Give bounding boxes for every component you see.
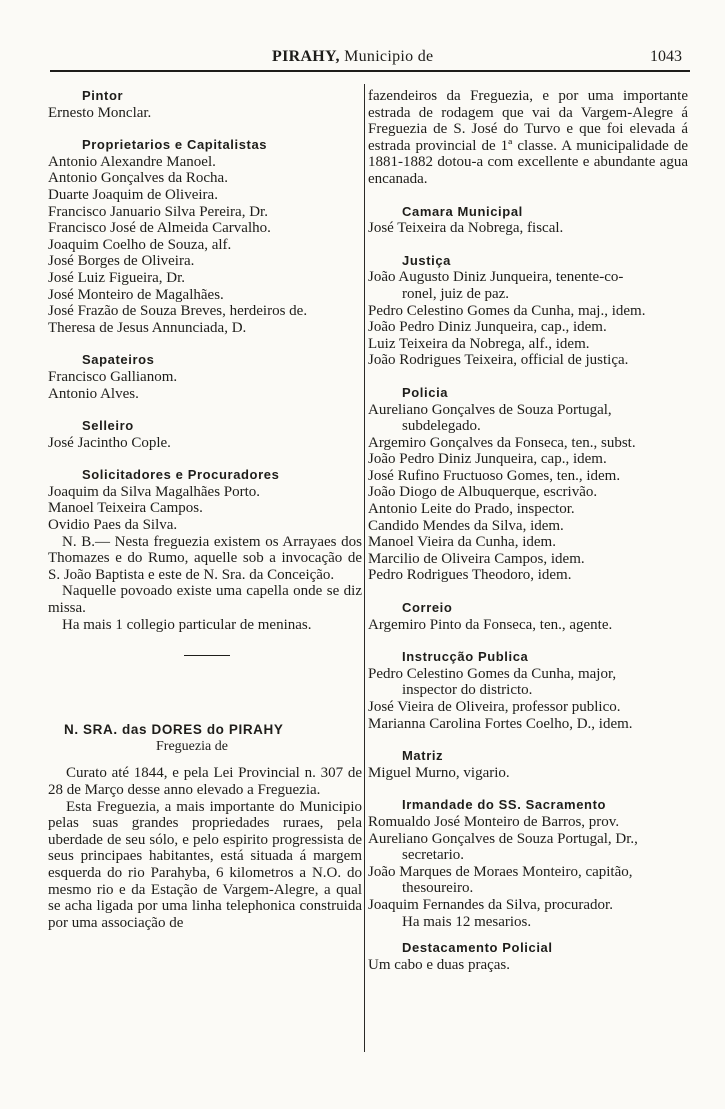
- body-paragraph: Curato até 1844, e pela Lei Provincial n. 307 de 28 de Março desse anno elevado a Freguezia.: [48, 765, 362, 798]
- note-paragraph: Ha mais 1 collegio particular de meninas.: [62, 616, 312, 633]
- section-heading-justica: Justiça: [402, 252, 452, 268]
- entry-line: Antonio Gonçalves da Rocha.: [48, 170, 228, 187]
- entry-line: Romualdo José Monteiro de Barros, prov.: [368, 813, 620, 830]
- entry-line: Candido Mendes da Silva, idem.: [368, 517, 564, 534]
- entry-line: Joaquim Coelho de Souza, alf.: [48, 236, 232, 253]
- entry-continuation: ronel, juiz de paz.: [402, 285, 510, 302]
- entry-line: José Rufino Fructuoso Gomes, ten., idem.: [368, 467, 621, 484]
- entry-line: Francisco Januario Silva Pereira, Dr.: [48, 203, 268, 220]
- entry-line: Argemiro Pinto da Fonseca, ten., agente.: [368, 616, 613, 633]
- entry-line: João Diogo de Albuquerque, escrivão.: [368, 484, 598, 501]
- section-heading-sapateiros: Sapateiros: [82, 352, 155, 368]
- section-heading-solicitadores: Solicitadores e Procuradores: [82, 467, 280, 483]
- entry-continuation: inspector do districto.: [402, 682, 533, 699]
- entry-line: João Rodrigues Teixeira, official de justiça.: [368, 352, 629, 369]
- entry-line: José Jacintho Cople.: [48, 434, 171, 451]
- entry-line: Pedro Rodrigues Theodoro, idem.: [368, 567, 572, 584]
- section-heading-instrucao: Instrucção Publica: [402, 649, 529, 665]
- running-title: PIRAHY, Municipio de: [272, 48, 434, 65]
- page-header: [50, 46, 690, 72]
- entry-line: José Vieira de Oliveira, professor publico.: [368, 699, 621, 715]
- section-heading-matriz: Matriz: [402, 748, 444, 764]
- entry-line: Marianna Carolina Fortes Coelho, D., idem.: [368, 715, 633, 732]
- entry-line: Miguel Murno, vigario.: [368, 764, 510, 781]
- section-heading-irmandade: Irmandade do SS. Sacramento: [402, 797, 607, 813]
- entry-line: Duarte Joaquim de Oliveira.: [48, 186, 218, 203]
- section-heading-destacamento: Destacamento Policial: [402, 940, 553, 956]
- section-heading-proprietarios: Proprietarios e Capitalistas: [82, 137, 268, 153]
- entry-line: Francisco José de Almeida Carvalho.: [48, 220, 271, 237]
- entry-line: José Luiz Figueira, Dr.: [48, 269, 186, 286]
- section-heading-pintor: Pintor: [82, 88, 124, 103]
- entry-continuation: secretario.: [402, 847, 465, 864]
- entry-line: Aureliano Gonçalves de Souza Portugal,: [368, 401, 612, 418]
- right-column: [368, 88, 688, 973]
- entry-line: Marcilio de Oliveira Campos, idem.: [368, 550, 585, 567]
- left-column: [48, 88, 362, 931]
- entry-line: Manoel Vieira da Cunha, idem.: [368, 534, 556, 551]
- page-number: 1043: [650, 48, 682, 65]
- entry-line: Antonio Alves.: [48, 385, 139, 402]
- entry-continuation: thesoureiro.: [402, 880, 474, 897]
- entry-line: João Pedro Diniz Junqueira, cap., idem.: [368, 451, 607, 468]
- entry-line: Ernesto Monclar.: [48, 104, 152, 121]
- entry-line: Ovidio Paes da Silva.: [48, 517, 178, 534]
- section-heading-policia: Policia: [402, 384, 449, 400]
- entry-continuation: subdelegado.: [402, 418, 481, 435]
- body-paragraph: Esta Freguezia, a mais importante do Municipio pelas suas grandes propriedades ruraes, pela uberdade de seu sólo, e pelo espirito progressista de seus principaes habitantes, está situada á margem esquerda do rio Parahyba, 6 kilometros a N.O. do mesmo rio e da Estação de Vargem-Alegre, a qual se acha ligada por uma linha telephonica construida por uma associação de: [48, 798, 362, 931]
- section-title-dores: N. SRA. das DORES do PIRAHY: [64, 722, 284, 738]
- section-subtitle: Freguezia de: [156, 738, 228, 754]
- entry-line: João Augusto Diniz Junqueira, tenente-co-: [368, 269, 624, 286]
- entry-line: Pedro Celestino Gomes da Cunha, maj., idem.: [368, 302, 646, 319]
- column-divider: [364, 84, 365, 1052]
- section-heading-selleiro: Selleiro: [82, 418, 134, 434]
- body-paragraph: fazendeiros da Freguezia, e por uma importante estrada de rodagem que vai da Vargem-Alegre á Freguezia de S. José do Turvo e que foi elevada á estrada provincial de 1ª classe. A municipalidade de 1881-1882 dotou-a com excellente e abundante agua encanada.: [368, 88, 688, 187]
- entry-line: Joaquim da Silva Magalhães Porto.: [48, 483, 261, 500]
- entry-note: Ha mais 12 mesarios.: [402, 913, 532, 930]
- entry-line: José Frazão de Souza Breves, herdeiros de.: [48, 303, 308, 320]
- entry-line: José Borges de Oliveira.: [48, 253, 195, 270]
- entry-line: Aureliano Gonçalves de Souza Portugal, Dr.,: [368, 830, 638, 847]
- entry-line: José Monteiro de Magalhães.: [48, 286, 224, 303]
- entry-line: Um cabo e duas praças.: [368, 956, 511, 973]
- section-heading-correio: Correio: [402, 600, 453, 616]
- note-paragraph: Naquelle povoado existe uma capella onde se diz missa.: [48, 583, 362, 617]
- entry-line: Luiz Teixeira da Nobrega, alf., idem.: [368, 335, 590, 352]
- proprietarios-list: [48, 154, 362, 337]
- entry-line: Antonio Leite do Prado, inspector.: [368, 501, 575, 518]
- entry-line: Antonio Alexandre Manoel.: [48, 153, 216, 170]
- entry-line: Argemiro Gonçalves da Fonseca, ten., subst.: [368, 434, 636, 451]
- entry-line: José Teixeira da Nobrega, fiscal.: [368, 220, 564, 237]
- entry-line: Joaquim Fernandes da Silva, procurador.: [368, 896, 613, 913]
- entry-line: Pedro Celestino Gomes da Cunha, major,: [368, 665, 617, 682]
- entry-line: Francisco Gallianom.: [48, 368, 178, 385]
- note-paragraph: N. B.— Nesta freguezia existem os Arrayaes dos Thomazes e do Rumo, aquelle sob a invocação de S. João Baptista e este de N. Sra. da Conceição.: [48, 533, 362, 583]
- section-heading-camara: Camara Municipal: [402, 203, 523, 219]
- entry-line: João Marques de Moraes Monteiro, capitão,: [368, 863, 633, 880]
- entry-line: João Pedro Diniz Junqueira, cap., idem.: [368, 319, 607, 336]
- entry-line: Manoel Teixeira Campos.: [48, 500, 203, 517]
- entry-line: Theresa de Jesus Annunciada, D.: [48, 319, 247, 336]
